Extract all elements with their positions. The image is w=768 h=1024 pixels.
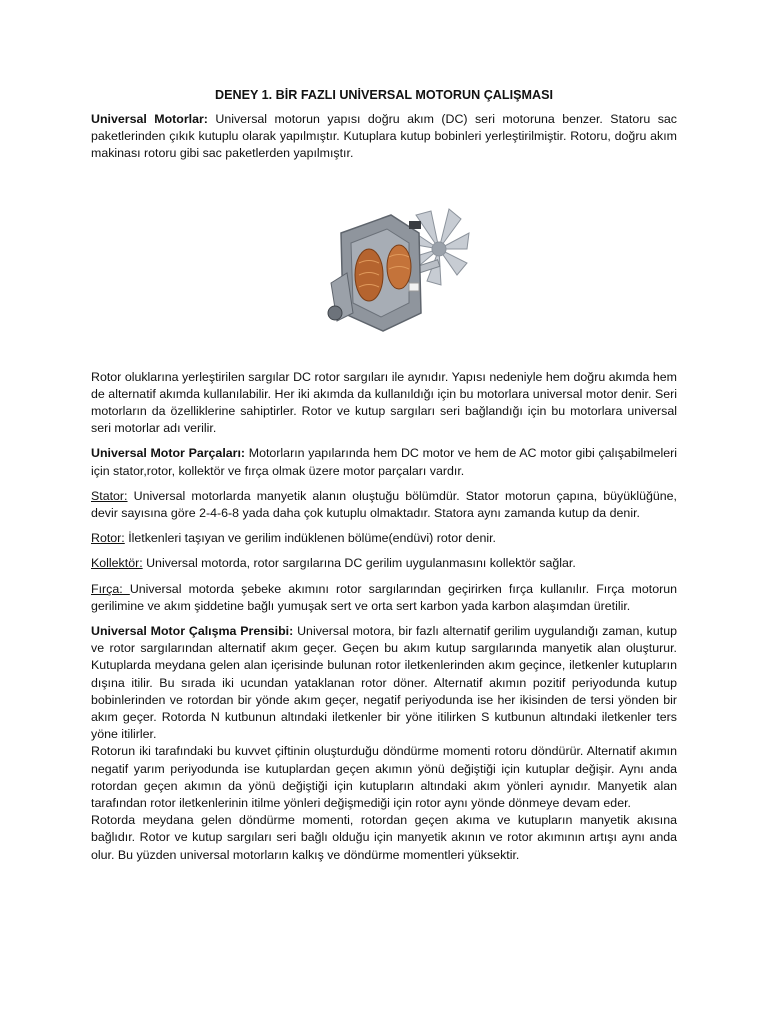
intro-heading: Universal Motorlar: <box>91 112 208 126</box>
stator-label: Stator: <box>91 488 128 503</box>
stator-text: Universal motorlarda manyetik alanın oluştuğu bölümdür. Stator motorun çapına, büyüklüğüne, devir sayısına göre 2-4-6-8 yada daha çok kutuplu olmaktadır. Statora aynı zamanda kutup da denir. <box>91 488 677 521</box>
brush-label: Fırça: <box>91 581 130 596</box>
intro-text: Universal motorun yapısı doğru akım (DC) seri motoruna benzer. Statoru sac paketlerinden çıkık kutuplu olarak yapılmıştır. Kutuplara kutup bobinleri yerleştirilmiştir. Rotoru, doğru akım makinası rotoru gibi sac paketlerden yapılmıştır. <box>91 112 677 161</box>
collector-label: Kollektör: <box>91 556 143 571</box>
principle-text: Universal motora, bir fazlı alternatif gerilim uygulandığı zaman, kutup ve rotor sargılarından alternatif akım geçer. Geçen bu akım kutup sargılarında manyetik alan oluşturur. Kutuplarda meydana gelen alan içerisinde bulunan rotor iletkenlerinden akım geçince, iletkenler kutupların dışına itilir. Bu sırada iki ucundan yataklanan rotor döner. Alternatif akımın pozitif periyodunda kutup bobinlerinden ve rotordan bir yönde akım geçer, negatif periyodunda ise her ikisinden de tersi yönden bir akım geçer. Rotorda N kutbunun altındaki iletkenler bir yöne itilirken S kutbunun altındaki iletkenler ters yöne itilirler. <box>91 624 677 742</box>
collector-text: Universal motorda, rotor sargılarına DC gerilim uygulanmasını kollektör sağlar. <box>142 556 576 571</box>
principle-heading: Universal Motor Çalışma Prensibi: <box>91 624 294 639</box>
stator-paragraph <box>91 488 677 522</box>
rotor-paragraph <box>91 530 677 547</box>
principle-paragraph-2: Rotorun iki tarafındaki bu kuvvet çiftinin oluşturduğu döndürme momenti rotoru döndürür. Alternatif akımın negatif yarım periyodunda ise kutuplardan geçen akımın yönü değiştiği için kutuplar değişir. Aynı anda rotordan geçen akımın da yönü değiştiği için kutupların altındaki akım yönleri aynıdır. Manyetik alan tarafından rotor iletkenlerinin itilme yönleri değişmediği için rotor aynı yönde dönmeye devam eder. <box>91 744 677 811</box>
collector-paragraph <box>91 555 677 572</box>
parts-heading: Universal Motor Parçaları: <box>91 446 246 461</box>
document-title: DENEY 1. BİR FAZLI UNİVERSAL MOTORUN ÇALIŞMASI <box>215 88 553 102</box>
rotor-text: İletkenleri taşıyan ve gerilim indüklenen bölüme(endüvi) rotor denir. <box>124 531 496 546</box>
parts-text: Motorların yapılarında hem DC motor ve hem de AC motor gibi çalışabilmeleri için stator,rotor, kollektör ve fırça olmak üzere motor parçaları vardır. <box>91 446 677 478</box>
rotor-windings-paragraph: Rotor oluklarına yerleştirilen sargılar DC rotor sargıları ile aynıdır. Yapısı nedeniyle hem doğru akımda hem de alternatif akımda kullanılabilir. Her iki akımda da kullanıldığı için bu motorlara universal motor denir. Seri motorların da özelliklerine sahiptirler. Rotor ve kutup sargıları seri bağlandığı için bu motorlara universal seri motorlar adı verilir. <box>91 369 677 436</box>
parts-paragraph <box>91 445 677 479</box>
rotor-label: Rotor: <box>91 531 125 546</box>
document-content <box>91 87 677 864</box>
universal-motor-image <box>291 163 481 363</box>
brush-text: Universal motorda şebeke akımını rotor sargılarından geçirirken fırça kullanılır. Fırça motorun gerilimine ve akım şiddetine bağlı yumuşak sert ve orta sert karbon yada karbon alaşımdan üretilir. <box>91 581 678 613</box>
brush-paragraph <box>91 581 677 615</box>
principle-paragraph-3: Rotorda meydana gelen döndürme momenti, rotordan geçen akıma ve kutupların manyetik akısına bağlıdır. Rotor ve kutup sargıları seri bağlı olduğu için manyetik akının ve rotor akımının artışı aynı anda olur. Bu yüzden universal motorların kalkış ve döndürme momentleri yüksektir. <box>91 813 677 862</box>
principle-paragraph <box>91 623 677 743</box>
motor-figure <box>91 163 677 363</box>
intro-paragraph <box>91 111 677 163</box>
